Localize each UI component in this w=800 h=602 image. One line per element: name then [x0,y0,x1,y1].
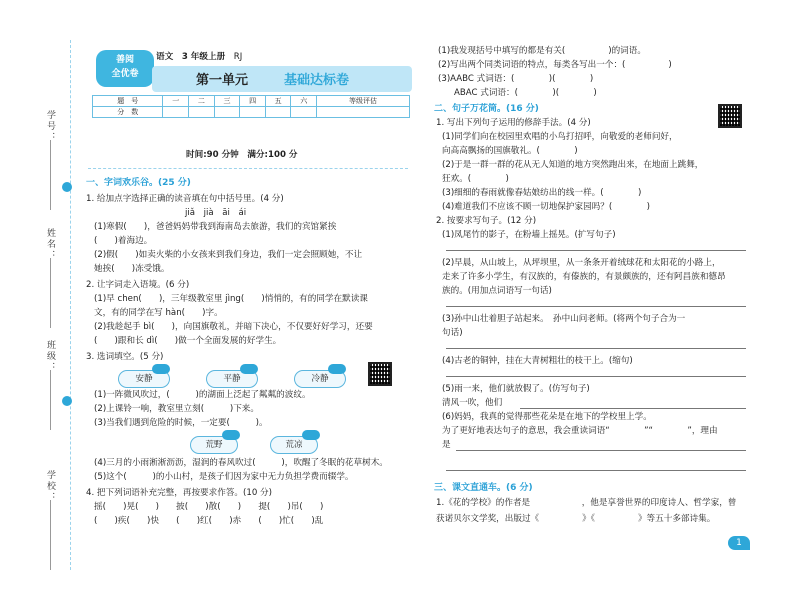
paper-type-title: 基础达标卷 [284,73,350,88]
q4-line: 摇( )晃( ) 披( )散( ) 提( )吊( ) [94,502,324,512]
binding-hole [62,182,72,192]
page-number: 1 [728,536,750,550]
score-col-header: 三 [214,96,240,107]
p2-line: 为了更好地表达句子的意思，我会重读词语“ ”“ ”，理由 [442,426,718,436]
p2-line: 是 [442,440,451,450]
q4-line: ( )疾( )快 ( )红( )赤 ( )忙( )乱 [94,516,324,526]
score-col-header: 等级评估 [317,96,410,107]
score-cell[interactable] [163,107,189,118]
cloud-icon [222,430,240,440]
r-line: (3)AABC 式词语：( )( ) [438,74,594,84]
score-col-header: 五 [265,96,291,107]
pinyin-options: jiǎ jià āi ái [185,208,247,218]
question-1: 1. 写出下列句子运用的修辞手法。(4 分) [436,118,591,128]
q3-line: (5)这个( )的小山村，是孩子们因为家中无力负担学费而辍学。 [94,472,354,482]
p2-line: 清风一吹，他们 [442,398,503,408]
qr-code [718,104,742,128]
answer-line[interactable] [446,470,746,471]
name-line[interactable] [50,258,51,328]
p1-line: (3)细细的春雨就像春姑娘纺出的线一样。( ) [442,188,642,198]
p2-line: (6)妈妈，我真的觉得那些花朵是在地下的学校里上学。 [442,412,652,422]
q3-line: (1)一阵微风吹过，( )的湖面上泛起了粼粼的波纹。 [94,390,311,400]
answer-line[interactable] [446,306,746,307]
score-cell[interactable] [291,107,317,118]
score-col-header: 题 号 [93,96,163,107]
section-1-title: 一、字词欢乐谷。(25 分) [86,178,191,188]
score-col-header: 一 [163,96,189,107]
c1-line: 1.《花的学校》的作者是 ，他是享誉世界的印度诗人、哲学家，曾 [436,498,737,508]
id-label: 学号： [45,110,55,143]
word-option: 荒野 [190,436,238,454]
score-col-header: 六 [291,96,317,107]
p2-line: 走来了许多小学生，有汉族的，有傣族的，有景颇族的，还有阿昌族和德昂 [442,272,726,282]
binding-line [70,40,71,570]
name-label: 姓名： [45,228,55,261]
school-label: 学校： [45,470,55,503]
p1-line: 向高高飘扬的国旗敬礼。( ) [442,146,578,156]
qr-code [368,362,392,386]
answer-line[interactable] [446,348,746,349]
q3-line: (4)三月的小雨淅淅沥沥，湿润的春风吹过( )，吹醒了冬眠的花草树木。 [94,458,388,468]
score-table [92,95,410,118]
p2-line: (5)雨一来，他们就放假了。(仿写句子) [442,384,590,394]
unit-title: 第一单元 [196,73,249,88]
q2-line: (2)我趁起手 bì( )，向国旗敬礼，并暗下决心，不仅要好好学习，还要 [94,322,373,332]
q3-line: (2)上课铃一响，教室里立刻( )下来。 [94,404,259,414]
p2-line: (4)古老的铜钟，挂在大青树粗壮的枝干上。(缩句) [442,356,633,366]
score-cell[interactable] [265,107,291,118]
score-cell[interactable] [240,107,266,118]
brand-logo: 善阅 全优卷 [96,50,154,87]
word-option: 冷静 [294,370,346,388]
word-option: 荒凉 [270,436,318,454]
word-option: 安静 [118,370,170,388]
r-line: ABAC 式词语：( )( ) [454,88,597,98]
subject-info: 语文 3 年级上册 RJ [156,52,243,62]
q2-line: ( )跟和长 dì( )做一个全面发展的好学生。 [94,336,282,346]
divider [88,168,408,169]
cloud-icon [302,430,320,440]
p1-line: 狂欢。( ) [442,174,509,184]
answer-line[interactable] [446,250,746,251]
p2-line: (2)早晨，从山坡上，从坪坝里，从一条条开着绒球花和太阳花的小路上， [442,258,721,268]
cloud-icon [328,364,346,374]
answer-line[interactable] [456,450,746,451]
class-line[interactable] [50,370,51,430]
p1-line: (2)于是一群一群的花从无人知道的地方突然跑出来，在地面上跳舞， [442,160,704,170]
score-cell[interactable] [189,107,215,118]
c1-line: 获诺贝尔文学奖，出版过《 》《 》等五十多部诗集。 [436,514,716,524]
score-cell[interactable] [214,107,240,118]
p1-line: (4)难道我们不应该不顾一切地保护家园吗？( ) [442,202,650,212]
question-2: 2. 按要求写句子。(12 分) [436,216,537,226]
q1-line: (2)假( )如卖火柴的小女孩来到我们身边，我们一定会照顾她，不让 [94,250,363,260]
p2-line: 族的。(用加点词语写一句话) [442,286,552,296]
section-2-title: 二、句子万花筒。(16 分) [434,104,539,114]
section-3-title: 三、课文直通车。(6 分) [434,483,533,493]
cloud-icon [240,364,258,374]
score-row-label: 分 数 [93,107,163,118]
score-cell[interactable] [317,107,410,118]
title-band [152,66,412,92]
word-option: 平静 [206,370,258,388]
question-1: 1. 给加点字选择正确的读音填在句中括号里。(4 分) [86,194,284,204]
p2-line: (1)凤尾竹的影子，在粉墙上摇晃。(扩写句子) [442,230,616,240]
q1-line: 她挨( )冻受饿。 [94,264,170,274]
p2-line: (3)孙中山壮着胆子站起来。 孙中山问老师。(将两个句子合为一 [442,314,686,324]
q2-line: (1)早 chen( )，三年级教室里 jìng( )悄悄的，有的同学在默读课 [94,294,368,304]
time-info: 时间:90 分钟 满分:100 分 [186,150,298,160]
question-2: 2. 让字词走入语境。(6 分) [86,280,190,290]
q2-line: 文，有的同学在写 hàn( )字。 [94,308,223,318]
q1-line: ( )着海边。 [94,236,153,246]
p2-line: 句话) [442,328,463,338]
r-line: (1)我发现括号中填写的都是有关( )的词语。 [438,46,646,56]
score-col-header: 四 [240,96,266,107]
cloud-icon [152,364,170,374]
q3-line: (3)当我们遇到危险的时候，一定要( )。 [94,418,268,428]
p1-line: (1)同学们向在校园里欢唱的小鸟打招呼，向敬爱的老师问好， [442,132,678,142]
question-3: 3. 选词填空。(5 分) [86,352,164,362]
binding-hole [62,396,72,406]
question-4: 4. 把下列词语补充完整，再按要求作答。(10 分) [86,488,272,498]
answer-line[interactable] [520,408,746,409]
q1-line: (1)寒假( )，爸爸妈妈带我到海南岛去旅游，我们的宾馆紧挨 [94,222,337,232]
score-col-header: 二 [189,96,215,107]
r-line: (2)写出两个同类词语的特点，每类各写出一个：( ) [438,60,672,70]
id-line[interactable] [50,140,51,210]
class-label: 班级： [45,340,55,373]
answer-line[interactable] [446,376,746,377]
school-line[interactable] [50,500,51,570]
